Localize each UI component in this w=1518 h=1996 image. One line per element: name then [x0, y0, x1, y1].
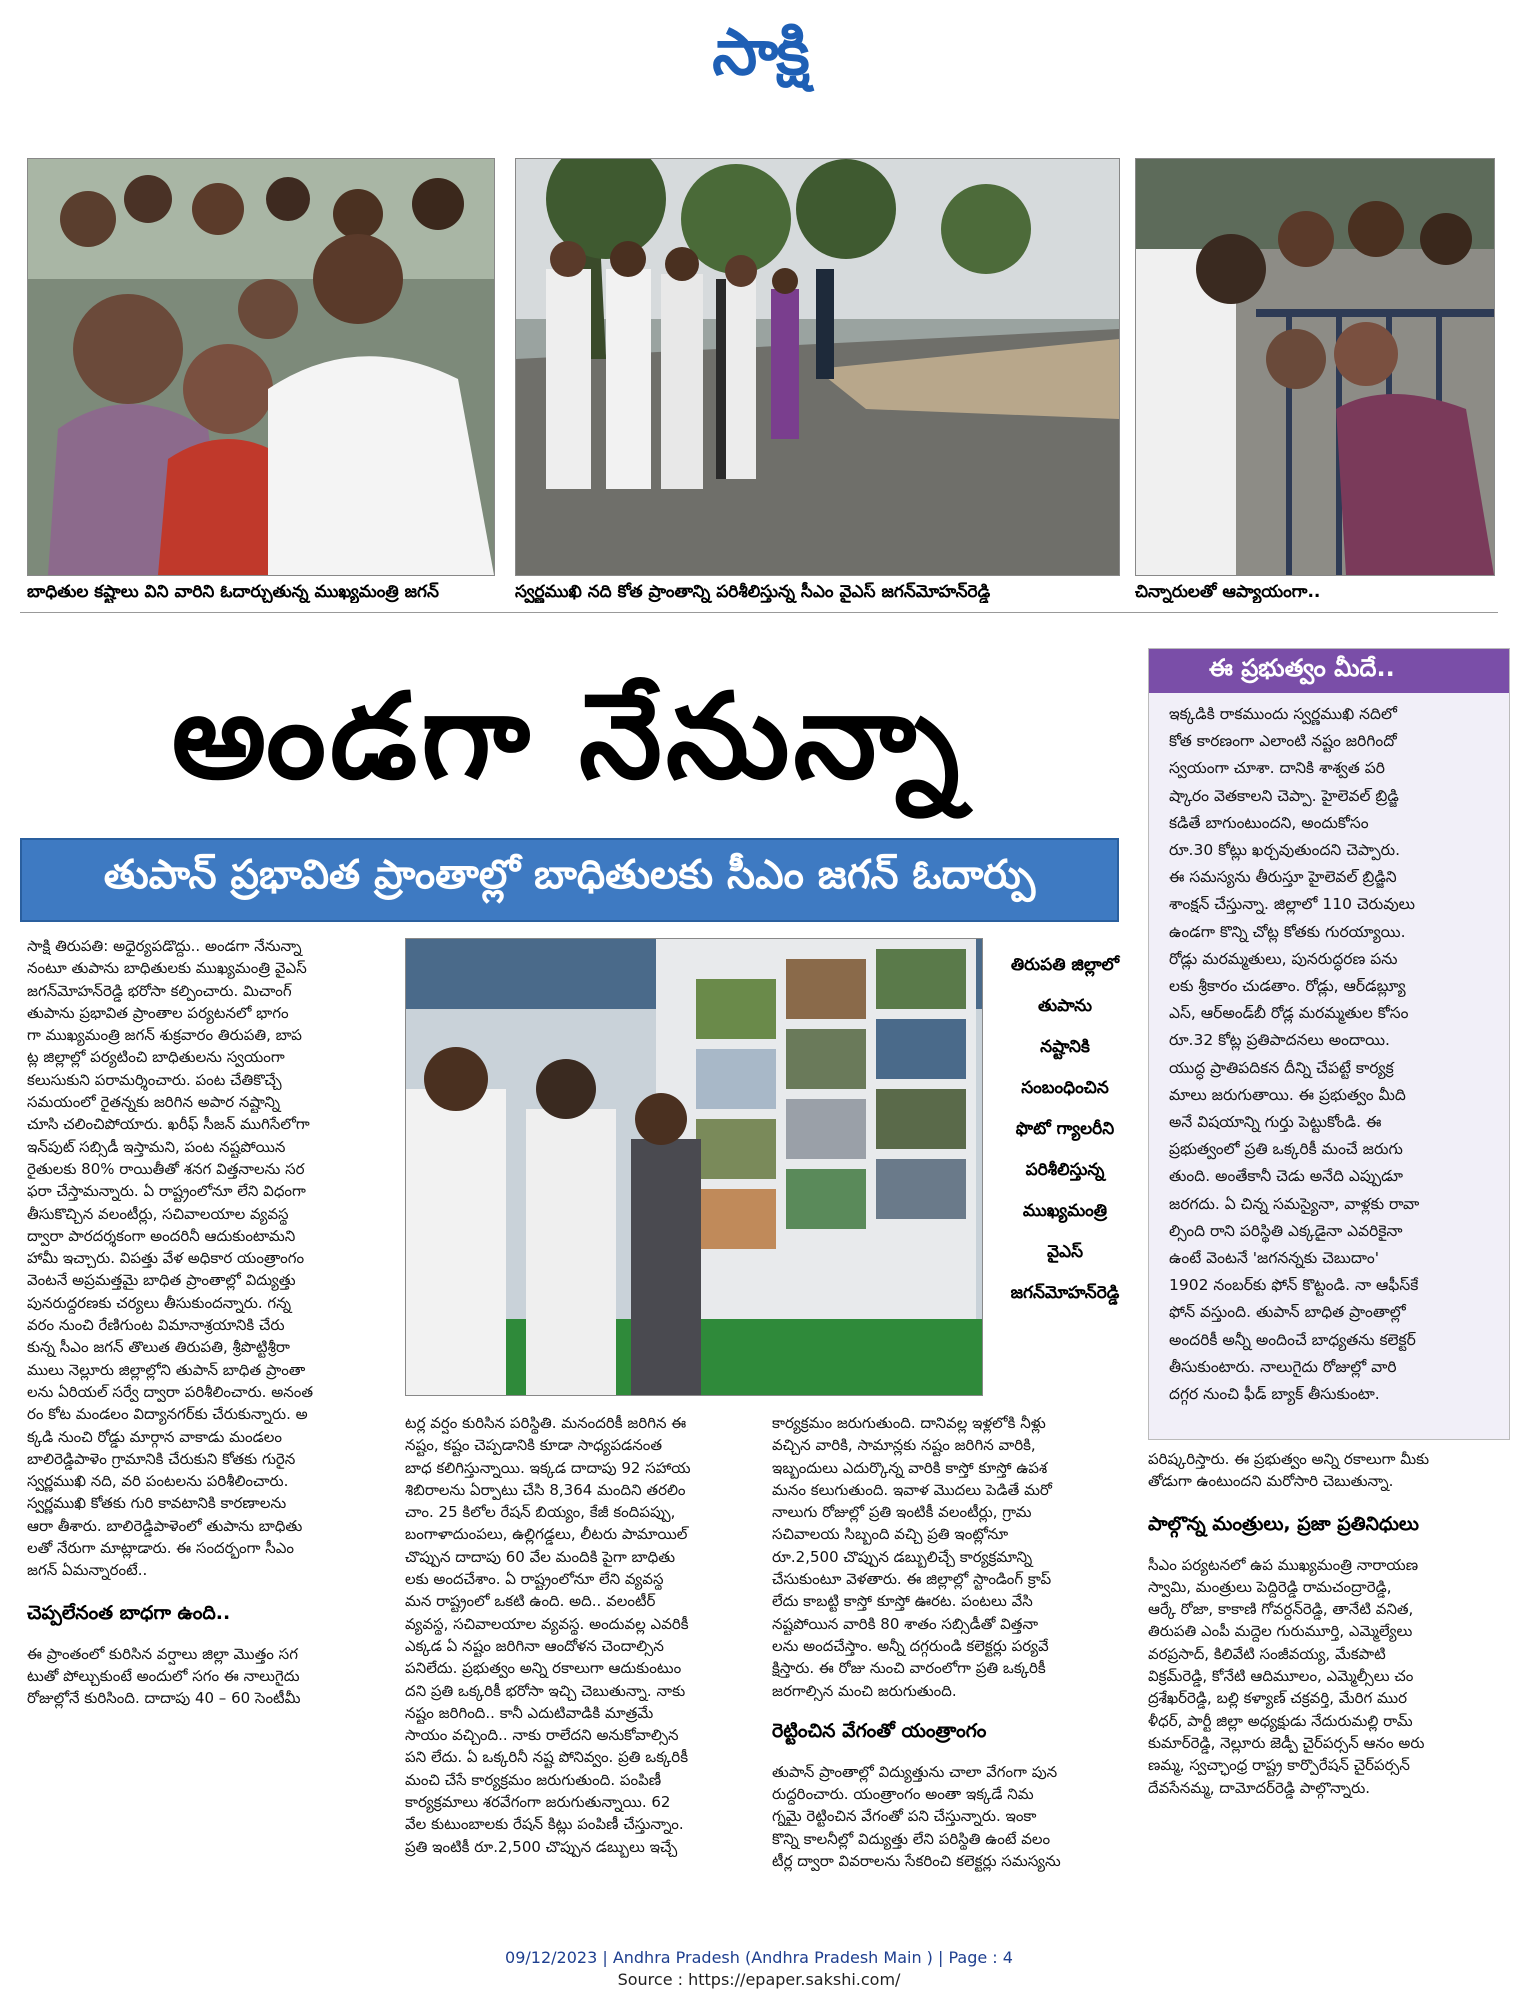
text-line: ఆర్కే రోజా, కాకాణి గోవర్ధన్‌రెడ్డి, తానేటి వనిత,	[1148, 1600, 1414, 1619]
caption-line: తుపాను	[1038, 996, 1092, 1016]
text-line: స్వామి, మంత్రులు పెద్దిరెడ్డి రామచంద్రారెడ్డి,	[1148, 1577, 1392, 1596]
column-4	[1148, 1448, 1504, 1799]
column-3	[772, 1412, 1128, 1872]
section-heading: చెప్పలేనంత బాధగా ఉంది..	[27, 1601, 231, 1624]
logo-text: సాక్షి	[712, 15, 808, 90]
text-line: సాక్షి తిరుపతి: అధైర్యపడొద్దు.. అండగా నేనున్నా	[27, 937, 302, 955]
text-line: సాయం వచ్చింది.. నాకు రాలేదని అనుకోవాల్సిన	[405, 1726, 679, 1745]
text-line: ద్వారా పారదర్శకంగా అందరినీ ఆదుకుంటామని	[27, 1226, 296, 1245]
text-line: ఇన్‌పుట్ సబ్సిడీ ఇస్తామని, పంట నష్టపోయిన	[27, 1137, 286, 1156]
text-line: క్కడి నుంచి రోడ్డు మార్గాన వాకాడు మండలం	[27, 1427, 282, 1446]
text-line: చూసి చలించిపోయారు. ఖరీఫ్ సీజన్ ముగిసేలోగా	[27, 1115, 310, 1134]
text-line: కడితే బాగుంటుందని, అందుకోసం	[1169, 813, 1369, 832]
text-line: హామీ ఇచ్చారు. విపత్తు వేళ అధికార యంత్రాంగం	[27, 1249, 305, 1268]
text-line: ద్రశేఖర్‌రెడ్డి, బల్లి కళ్యాణ్ చక్రవర్తి, మేరిగ ముర	[1148, 1689, 1407, 1708]
text-line: కలుసుకుని పరామర్శించారు. పంట చేతికొచ్చే	[27, 1070, 282, 1089]
text-line: కున్న సీఎం జగన్ తొలుత తిరుపతి, శ్రీపొట్టిశ్రీరా	[27, 1338, 290, 1357]
text-line: రోడ్లు మరమ్మతులు, పునరుద్ధరణ పను	[1169, 949, 1398, 968]
text-line: ఉండగా కొన్ని చోట్ల కోతకు గురయ్యాయి.	[1169, 922, 1406, 941]
photo-image	[28, 159, 494, 575]
section-heading: పాల్గొన్న మంత్రులు, ప్రజా ప్రతినిధులు	[1148, 1512, 1419, 1535]
text-line: తుపాను ప్రభావిత ప్రాంతాల పర్యటనలో భాగం	[27, 1003, 289, 1022]
text-line: తుపాన్ ప్రాంతాల్లో విద్యుత్తును చాలా వేగంగా పున	[772, 1762, 1058, 1781]
text-line: శిబిరాలను ఏర్పాటు చేసి 8,364 మందిని తరలిం	[405, 1480, 686, 1499]
text-line: కార్యక్రమాలు శరవేగంగా జరుగుతున్నాయి. 62	[405, 1793, 671, 1812]
photo-caption: స్వర్ణముఖి నది కోత ప్రాంతాన్ని పరిశీలిస్తున్న సీఎం వైఎస్ జగన్‌మోహన్‌రెడ్డి	[515, 582, 991, 602]
text-line: తీసుకొచ్చిన వలంటీర్లు, సచివాలయాల వ్యవస్థ	[27, 1204, 289, 1223]
text-line: వచ్చిన వారికి, సామాన్లకు నష్టం జరిగిన వారికి,	[772, 1436, 1036, 1455]
page-headline: అండగా నేనున్నా	[171, 666, 964, 805]
column-1	[27, 935, 389, 1710]
divider	[20, 612, 1498, 613]
text-line: చొప్పున దాదాపు 60 వేల మందికి పైగా బాధితు	[405, 1547, 676, 1566]
text-line: లను ఏరియల్ సర్వే ద్వారా పరిశీలించారు. అనంత	[27, 1382, 313, 1401]
text-line: ఈ సమస్యను తీరుస్తూ హైలెవల్ బ్రిడ్జిని	[1169, 868, 1397, 887]
text-line: జగన్ ఏమన్నారంటే..	[27, 1561, 148, 1580]
text-line: తీసుకుంటారు. నాలుగైదు రోజుల్లో వారి	[1169, 1357, 1397, 1376]
footer-source: Source : https://epaper.sakshi.com/	[617, 1970, 901, 1989]
article-text	[27, 1643, 389, 1710]
caption-line: ఫొటో గ్యాలరీని	[1015, 1119, 1115, 1139]
text-line: పని లేదు. ఏ ఒక్కరినీ నష్ట పోనివ్వం. ప్రతి ఒక్కరికీ	[405, 1748, 689, 1767]
column-2	[405, 1412, 750, 1858]
photo-image	[516, 159, 1119, 575]
text-line: దేవసేనమ్మ, దామోదర్‌రెడ్డి పాల్గొన్నారు.	[1148, 1778, 1371, 1797]
photo-jagan-consoling-victims	[27, 158, 495, 576]
text-line: వరప్రసాద్, కిలివేటి సంజీవయ్య, మేకపాటి	[1148, 1644, 1386, 1663]
text-line: బాలిరెడ్డిపాళెం గ్రామానికి చేరుకుని కోతకు గురైన	[27, 1449, 296, 1468]
text-line: ళీధర్, పార్టీ జిల్లా అధ్యక్షుడు నేదురుమల్లి రామ్	[1148, 1711, 1413, 1730]
text-line: రైతులకు 80% రాయితీతో శనగ విత్తనాలను సర	[27, 1159, 305, 1178]
text-line: టీర్ల ద్వారా వివరాలను సేకరించి కలెక్టర్లు సమస్యను	[772, 1852, 1061, 1871]
text-line: లేదు కాబట్టి కాస్తో కూస్తో ఊరట. పంటలు వేసి	[772, 1592, 1033, 1611]
text-line: ఉంటే వెంటనే 'జగనన్నకు చెబుదాం'	[1169, 1249, 1379, 1268]
text-line: మన రాష్ట్రంలో ఒకటి ఉంది. అది.. వలంటీర్	[405, 1592, 656, 1611]
sidebar-text	[1149, 693, 1509, 1408]
text-line: నష్టం, కష్టం చెప్పడానికి కూడా సాధ్యపడనంత	[405, 1436, 663, 1455]
caption-line: జగన్‌మోహన్‌రెడ్డి	[1010, 1283, 1120, 1303]
text-line: ఫోన్ వస్తుంది. తుపాన్ బాధిత ప్రాంతాల్లో	[1169, 1303, 1406, 1322]
text-line: దని ప్రతి ఒక్కరికీ భరోసా ఇచ్చి చెబుతున్నా. నాకు	[405, 1681, 686, 1700]
text-line: స్వర్ణముఖి కోతకు గురి కావటానికి కారణాలను	[27, 1494, 287, 1513]
photo-river-erosion-inspection	[515, 158, 1120, 576]
text-line: మనం కలుగుతుంది. ఇవాళ మొదలు పెడితే మరో	[772, 1480, 1052, 1499]
caption-line: వైఎస్	[1046, 1242, 1084, 1262]
caption-line: పరిశీలిస్తున్న	[1025, 1160, 1105, 1180]
article-text	[1148, 1554, 1504, 1799]
text-line: సచివాలయ సిబ్బంది వచ్చి ప్రతి ఇంట్లోనూ	[772, 1525, 1009, 1544]
text-line: జగన్‌మోహన్‌రెడ్డి భరోసా కల్పించారు. మిచాంగ్	[27, 981, 292, 1000]
caption-line: తిరుపతి జిల్లాలో	[1010, 955, 1120, 975]
article-text	[772, 1412, 1128, 1702]
sakshi-logo	[640, 15, 880, 100]
text-line: మాలు జరుగుతాయి. ఈ ప్రభుత్వం మీది	[1169, 1085, 1406, 1104]
text-line: పునరుద్ధరణకు చర్యలు తీసుకుందన్నారు. గన్న	[27, 1293, 292, 1312]
text-line: గా ముఖ్యమంత్రి జగన్ శుక్రవారం తిరుపతి, బాప	[27, 1026, 302, 1045]
article-text	[27, 935, 389, 1582]
article-text	[1148, 1448, 1504, 1493]
text-line: ఎస్, ఆర్‌అండ్‌బీ రోడ్ల మరమ్మతుల కోసం	[1169, 1004, 1409, 1023]
text-line: సమయంలో రైతన్నకు జరిగిన అపార నష్టాన్ని	[27, 1093, 281, 1112]
text-line: అనే విషయాన్ని గుర్తు పెట్టుకోండి. ఈ	[1169, 1113, 1382, 1132]
sub-headline: తుపాన్ ప్రభావిత ప్రాంతాల్లో బాధితులకు సీఎం జగన్ ఓదార్పు	[20, 838, 1119, 922]
text-line: క్షిస్తారు. ఈ రోజు నుంచి వారంలోగా ప్రతి ఒక్కరికీ	[772, 1659, 1046, 1678]
text-line: రూ.2,500 చొప్పున డబ్బులిచ్చే కార్యక్రమాన్ని	[772, 1547, 1033, 1566]
text-line: లకు అందచేశాం. ఏ రాష్ట్రంలోనూ లేని వ్యవస్థ	[405, 1570, 664, 1589]
text-line: వరం నుంచి రేణిగుంట విమానాశ్రయానికి చేరు	[27, 1316, 285, 1335]
text-line: కొన్ని కాలనీల్లో విద్యుత్తు లేని పరిస్థితి ఉంటే వలం	[772, 1829, 1051, 1848]
text-line: యుద్ధ ప్రాతిపదికన దీన్ని చేపట్టే కార్యక్ర	[1169, 1058, 1394, 1077]
text-line: వేల కుటుంబాలకు రేషన్ కిట్లు పంపిణీ చేస్తున్నాం.	[405, 1815, 684, 1834]
text-line: సీఎం పర్యటనలో ఉప ముఖ్యమంత్రి నారాయణ	[1148, 1555, 1419, 1574]
text-line: ములు నెల్లూరు జిల్లాల్లోని తుపాన్ బాధిత ప్రాంతా	[27, 1360, 306, 1379]
text-line: ఫరా చేస్తామన్నారు. ఏ రాష్ట్రంలోనూ లేని విధంగా	[27, 1182, 306, 1201]
text-line: పనిలేదు. ప్రభుత్వం అన్ని రకాలుగా ఆదుకుంటుం	[405, 1659, 682, 1678]
text-line: రం కోట మండలం విద్యానగర్‌కు చేరుకున్నారు. అ	[27, 1405, 308, 1424]
text-line: బాధ కలిగిస్తున్నాయి. ఇక్కడ దాదాపు 92 సహాయ	[405, 1458, 691, 1477]
text-line: టుతో పోల్చుకుంటే అందులో సగం ఈ నాలుగైదు	[27, 1666, 300, 1685]
sidebar-box	[1148, 648, 1510, 1440]
text-line: జరగదు. ఏ చిన్న సమస్యైనా, వాళ్లకు రావా	[1169, 1194, 1420, 1213]
text-line: విక్రమ్‌రెడ్డి, కోనేటి ఆదిమూలం, ఎమ్మెల్సీలు చం	[1148, 1667, 1414, 1686]
photo-image	[1136, 159, 1494, 575]
article-text	[405, 1412, 750, 1858]
photo-gallery-inspection	[405, 938, 983, 1396]
photo-caption: చిన్నారులతో ఆప్యాయంగా..	[1135, 582, 1321, 602]
text-line: ట్ల జిల్లాల్లో పర్యటించి బాధితులను స్వయంగా	[27, 1048, 285, 1067]
text-line: జరగాల్సిన మంచి జరుగుతుంది.	[772, 1681, 957, 1700]
photo-image	[406, 939, 982, 1395]
text-line: ఎక్కడ ఏ నష్టం జరిగినా ఆందోళన చెందాల్సిన	[405, 1636, 664, 1655]
photo-with-children	[1135, 158, 1495, 576]
text-line: చాం. 25 కిలోల రేషన్ బియ్యం, కేజీ కందిపప్పు,	[405, 1503, 676, 1522]
text-line: కోత కారణంగా ఎలాంటి నష్టం జరిగిందో	[1169, 732, 1397, 751]
text-line: టర్ల వర్షం కురిసిన పరిస్థితి. మనందరికీ జరిగిన ఈ	[405, 1414, 687, 1432]
text-line: తుంది. అంతేకానీ చెడు అనేది ఎప్పుడూ	[1169, 1167, 1403, 1186]
text-line: 1902 నంబర్‌కు ఫోన్ కొట్టండి. నా ఆఫీస్‌కే	[1169, 1276, 1419, 1295]
caption-line: ముఖ్యమంత్రి	[1022, 1201, 1108, 1221]
article-text	[772, 1761, 1128, 1872]
text-line: లతో నేరుగా మాట్లాడారు. ఈ సందర్భంగా సీఎం	[27, 1539, 295, 1558]
text-line: శాంక్షన్ చేస్తున్నా. జిల్లాలో 110 చెరువులు	[1169, 895, 1416, 914]
text-line: తోడుగా ఉంటుందని మరోసారి చెబుతున్నా.	[1148, 1472, 1394, 1491]
text-line: వ్యవస్థ, సచివాలయాల వ్యవస్థ. అందువల్ల ఎవరికీ	[405, 1614, 689, 1633]
text-line: నష్టం జరిగింది.. కానీ ఎదుటివాడికి మాత్రమే	[405, 1703, 654, 1722]
text-line: చేసుకుంటూ వెళతారు. ఈ జిల్లాల్లో స్టాండింగ్ క్రాప్	[772, 1570, 1052, 1589]
text-line: నాలుగు రోజుల్లో ప్రతి ఇంటికీ వలంటీర్లు, గ్రామ	[772, 1503, 1032, 1522]
text-line: నంటూ తుపాను బాధితులకు ముఖ్యమంత్రి వైఎస్	[27, 959, 307, 978]
text-line: బంగాళాదుంపలు, ఉల్లిగడ్డలు, లీటరు పామాయిల్	[405, 1525, 688, 1544]
caption-line: నష్టానికి	[1040, 1037, 1090, 1057]
text-line: రూ.32 కోట్ల ప్రతిపాదనలు అందాయి.	[1169, 1031, 1390, 1050]
sidebar-heading: ఈ ప్రభుత్వం మీదే..	[1149, 649, 1509, 693]
text-line: దగ్గర నుంచి ఫీడ్ బ్యాక్ తీసుకుంటా.	[1169, 1385, 1380, 1404]
text-line: ఇబ్బందులు ఎదుర్కొన్న వారికి కాస్తో కూస్తో ఉపశ	[772, 1458, 1048, 1477]
text-line: లకు శ్రీకారం చుడతాం. రోడ్లు, ఆర్‌డబ్ల్యూ	[1169, 977, 1406, 996]
text-line: ఆరా తీశారు. బాలిరెడ్డిపాళెంలో తుపాను బాధితు	[27, 1516, 303, 1535]
text-line: స్వయంగా చూశా. దానికి శాశ్వత పరి	[1169, 759, 1385, 778]
caption-line: సంబంధించిన	[1021, 1078, 1109, 1098]
text-line: కుమార్‌రెడ్డి, నెల్లూరు జెడ్పీ చైర్‌పర్సన్ ఆనం అరు	[1148, 1733, 1425, 1752]
text-line: రూ.30 కోట్లు ఖర్చవుతుందని చెప్పారు.	[1169, 841, 1401, 860]
text-line: తిరుపతి ఎంపీ మద్దెల గురుమూర్తి, ఎమ్మెల్యేలు	[1148, 1622, 1413, 1641]
text-line: గ్నమై రెట్టించిన వేగంతో పని చేస్తున్నారు. ఇంకా	[772, 1807, 1037, 1826]
text-line: నష్టపోయిన వారికి 80 శాతం సబ్సిడీతో విత్తనా	[772, 1614, 1039, 1633]
photo-caption: బాధితుల కష్టాలు విని వారిని ఓదార్చుతున్న ముఖ్యమంత్రి జగన్	[27, 582, 439, 602]
section-heading: రెట్టించిన వేగంతో యంత్రాంగం	[772, 1719, 987, 1742]
text-line: ప్రభుత్వంలో ప్రతి ఒక్కరికీ మంచే జరుగు	[1169, 1140, 1403, 1159]
text-line: స్వర్ణముఖి నది, వరి పంటలను పరిశీలించారు.	[27, 1472, 289, 1491]
text-line: లను అందచేస్తాం. అన్నీ దగ్గరుండి కలెక్టర్లు పర్యవే	[772, 1636, 1049, 1655]
text-line: పరిష్కరిస్తారు. ఈ ప్రభుత్వం అన్ని రకాలుగా మీకు	[1148, 1450, 1430, 1468]
text-line: అందరికీ అన్నీ అందించే బాధ్యతను కలెక్టర్	[1169, 1330, 1416, 1349]
text-line: కార్యక్రమం జరుగుతుంది. దానివల్ల ఇళ్లలోకి నీళ్లు	[772, 1414, 1046, 1432]
text-line: మంచి చేసే కార్యక్రమం జరుగుతుంది. పంపిణీ	[405, 1770, 662, 1789]
text-line: ఇక్కడికి రాకముందు స్వర్ణముఖి నదిలో	[1169, 705, 1397, 723]
text-line: ష్కారం వెతకాలని చెప్పా. హైలెవల్ బ్రిడ్జి	[1169, 786, 1399, 805]
text-line: వెంటనే అప్రమత్తమై బాధిత ప్రాంతాల్లో విద్యుత్తు	[27, 1271, 296, 1290]
footer-meta: 09/12/2023 | Andhra Pradesh (Andhra Pradesh Main ) | Page : 4	[505, 1948, 1013, 1967]
inset-photo-caption	[990, 945, 1140, 1314]
text-line: రోజుల్లోనే కురిసింది. దాదాపు 40 – 60 సెంటీమీ	[27, 1689, 301, 1708]
text-line: ఈ ప్రాంతంలో కురిసిన వర్షాలు జిల్లా మొత్తం సగ	[27, 1644, 298, 1663]
text-line: రుద్ధరించారు. యంత్రాంగం అంతా ఇక్కడే నిమ	[772, 1785, 1034, 1804]
text-line: ల్సింది రాని పరిస్థితి ఎక్కడైనా ఎవరికైనా	[1169, 1221, 1403, 1240]
text-line: ప్రతి ఇంటికీ రూ.2,500 చొప్పున డబ్బులు ఇచ్చే	[405, 1837, 678, 1856]
text-line: ణమ్మ, స్వచ్ఛాంధ్ర రాష్ట్ర కార్పొరేషన్ చైర్‌పర్సన్	[1148, 1756, 1410, 1775]
